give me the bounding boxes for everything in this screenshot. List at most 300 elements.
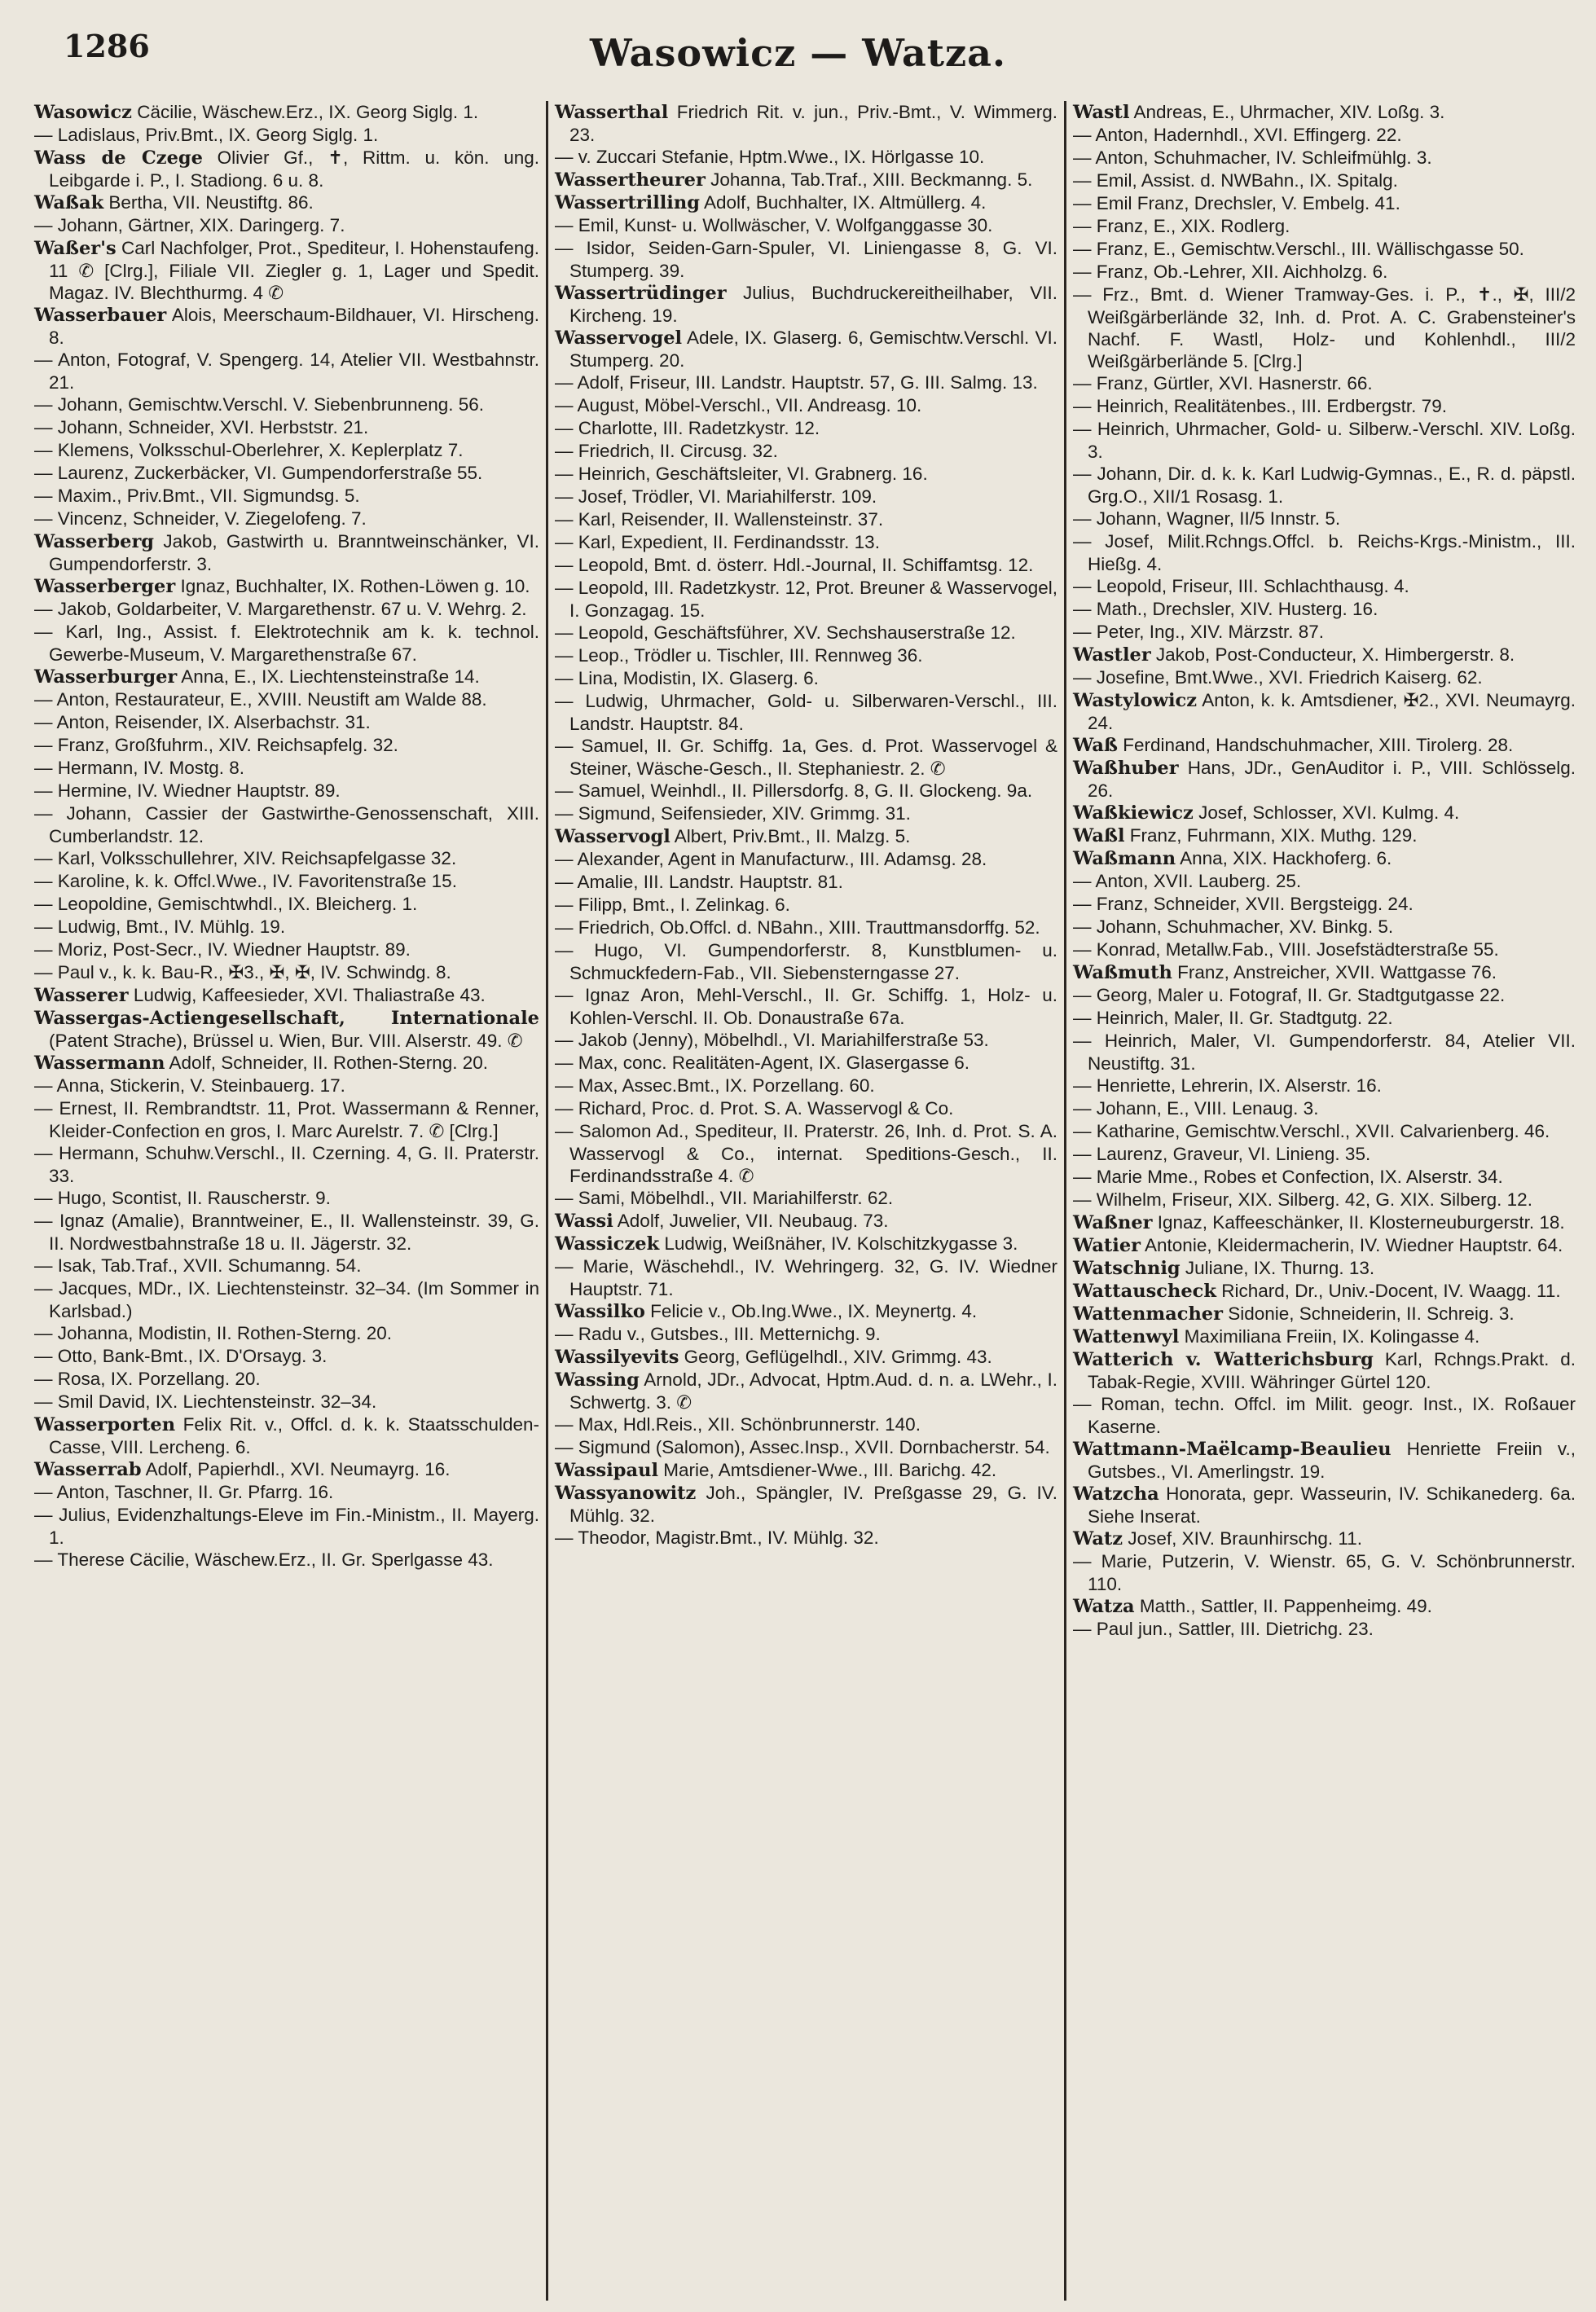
entry-surname: Wasserberg (34, 531, 155, 552)
directory-entry (1073, 215, 1576, 238)
directory-entry (555, 1120, 1057, 1187)
entry-surname: Wasowicz (34, 102, 132, 123)
directory-entry (555, 1459, 1057, 1482)
entry-details: Friedrich Rit. v. jun., Priv.-Bmt., V. Wimmerg. 23. (569, 102, 1057, 145)
directory-entry (555, 848, 1057, 871)
entry-details: — Heinrich, Realitätenbes., III. Erdbergstr. 79. (1073, 396, 1447, 416)
directory-entry (555, 939, 1057, 984)
entry-surname: Wassiczek (555, 1233, 660, 1255)
entry-details: Georg, Geflügelhdl., XIV. Grimmg. 43. (679, 1347, 992, 1367)
page-title: Wasowicz — Watza. (590, 31, 1006, 75)
directory-entry (1073, 575, 1576, 598)
entry-details: — Radu v., Gutsbes., III. Metternichg. 9. (555, 1324, 881, 1344)
directory-entry (34, 349, 539, 393)
entry-details: — Emil Franz, Drechsler, V. Embelg. 41. (1073, 193, 1400, 213)
entry-details: Felix Rit. v., Offcl. d. k. k. Staatsschulden-Casse, VIII. Lercheng. 6. (49, 1414, 539, 1457)
entry-details: Antonie, Kleidermacherin, IV. Wiedner Hauptstr. 64. (1141, 1235, 1563, 1255)
entry-details: — Henriette, Lehrerin, IX. Alserstr. 16. (1073, 1075, 1382, 1096)
directory-entry (555, 1233, 1057, 1255)
directory-entry (34, 893, 539, 916)
directory-entry (555, 1255, 1057, 1300)
entry-details: — Amalie, III. Landstr. Hauptstr. 81. (555, 872, 843, 892)
entry-surname: Wassing (555, 1369, 640, 1391)
entry-details: — Leopold, III. Radetzkystr. 12, Prot. Breuner & Wasservogel, I. Gonzagag. 15. (555, 578, 1057, 621)
entry-details: — Heinrich, Geschäftsleiter, VI. Grabnerg. 16. (555, 464, 928, 484)
entry-surname: Wattenwyl (1073, 1326, 1180, 1347)
directory-entry (555, 371, 1057, 394)
directory-entry (34, 1052, 539, 1075)
directory-entry (34, 416, 539, 439)
entry-details: — Marie Mme., Robes et Confection, IX. Alserstr. 34. (1073, 1167, 1503, 1187)
directory-entry (1073, 1143, 1576, 1166)
directory-entry (34, 1549, 539, 1571)
entry-details: — Richard, Proc. d. Prot. S. A. Wasservogl & Co. (555, 1098, 954, 1119)
directory-entry (1073, 1166, 1576, 1189)
entry-details: Joh., Spängler, IV. Preßgasse 29, G. IV. Mühlg. 32. (569, 1483, 1057, 1526)
entry-details: — Karl, Reisender, II. Wallensteinstr. 37. (555, 509, 884, 530)
entry-details: — Franz, Großfuhrm., XIV. Reichsapfelg. 32. (34, 735, 398, 755)
entry-details: Josef, Schlosser, XVI. Kulmg. 4. (1193, 802, 1460, 823)
directory-entry (555, 1052, 1057, 1075)
directory-entry (555, 577, 1057, 622)
directory-entry (555, 463, 1057, 486)
directory-entry (1073, 1595, 1576, 1618)
entry-details: Julius, Buchdruckereitheilhaber, VII. Kircheng. 19. (569, 283, 1057, 326)
entry-details: (Patent Strache), Brüssel u. Wien, Bur. VIII. Alserstr. 49. ✆ (49, 1031, 523, 1051)
entry-surname: Watzcha (1073, 1483, 1159, 1505)
directory-entry (1073, 395, 1576, 418)
directory-entry (34, 237, 539, 304)
directory-entry (34, 191, 539, 214)
directory-entry (1073, 870, 1576, 893)
entry-details: — Anton, Schuhmacher, IV. Schleifmühlg. 3. (1073, 147, 1432, 168)
entry-surname: Wastl (1073, 102, 1130, 123)
entry-surname: Waßhuber (1073, 758, 1179, 779)
directory-entry (1073, 284, 1576, 372)
directory-entry (1073, 847, 1576, 870)
directory-entry (1073, 418, 1576, 463)
entry-surname: Wasserthal (555, 102, 669, 123)
entry-surname: Wassilyevits (555, 1347, 679, 1368)
directory-entry (555, 916, 1057, 939)
directory-entry (34, 688, 539, 711)
entry-details: — Max, Hdl.Reis., XII. Schönbrunnerstr. 140. (555, 1414, 921, 1435)
entry-details: — Josef, Milit.Rchngs.Offcl. b. Reichs-Krgs.-Ministm., III. Hießg. 4. (1073, 531, 1576, 574)
entry-details: Adolf, Schneider, II. Rothen-Sterng. 20. (165, 1053, 488, 1073)
entry-details: — Peter, Ing., XIV. Märzstr. 87. (1073, 622, 1325, 642)
entry-details: Cäcilie, Wäschew.Erz., IX. Georg Siglg. 1. (131, 102, 479, 122)
entry-details: — Heinrich, Maler, II. Gr. Stadtgutg. 22. (1073, 1008, 1393, 1028)
column-2 (546, 101, 1064, 2301)
entry-details: — Julius, Evidenzhaltungs-Eleve im Fin.-Ministm., II. Mayerg. 1. (34, 1505, 539, 1548)
directory-entry (34, 621, 539, 666)
directory-entry (555, 735, 1057, 780)
entry-surname: Wass de Czege (34, 147, 203, 169)
entry-details: — Heinrich, Uhrmacher, Gold- u. Silberw.-Verschl. XIV. Loßg. 3. (1073, 419, 1576, 462)
directory-entry (555, 984, 1057, 1029)
entry-details: — Samuel, Weinhdl., II. Pillersdorfg. 8, G. II. Glockeng. 9a. (555, 780, 1033, 801)
directory-entry (34, 711, 539, 734)
directory-entry (1073, 1303, 1576, 1325)
directory-entry (34, 124, 539, 147)
entry-surname: Wattenmacher (1073, 1303, 1223, 1325)
entry-surname: Waßak (34, 192, 104, 213)
entry-details: — Roman, techn. Offcl. im Milit. geogr. Inst., IX. Roßauer Kaserne. (1073, 1394, 1576, 1437)
entry-details: — Otto, Bank-Bmt., IX. D'Orsayg. 3. (34, 1346, 328, 1366)
directory-entry (1073, 372, 1576, 395)
directory-entry (1073, 916, 1576, 938)
entry-details: — Ladislaus, Priv.Bmt., IX. Georg Siglg. 1. (34, 125, 379, 145)
entry-details: Albert, Priv.Bmt., II. Malzg. 5. (670, 826, 911, 846)
entry-surname: Wassipaul (555, 1460, 658, 1481)
entry-details: — Franz, Ob.-Lehrer, XII. Aichholzg. 6. (1073, 262, 1388, 282)
directory-entry (1073, 101, 1576, 124)
directory-entry (555, 894, 1057, 916)
directory-entry (34, 984, 539, 1007)
entry-details: — Marie, Wäschehdl., IV. Wehringerg. 32, G. IV. Wiedner Hauptstr. 71. (555, 1256, 1057, 1299)
page-header (0, 0, 1596, 96)
entry-details: Richard, Dr., Univ.-Docent, IV. Waagg. 11. (1216, 1281, 1561, 1301)
entry-surname: Wattmann-Maëlcamp-Beaulieu (1073, 1439, 1392, 1460)
directory-entry (555, 169, 1057, 191)
directory-entry (1073, 1527, 1576, 1550)
entry-details: — Leopold, Geschäftsführer, XV. Sechshauserstraße 12. (555, 622, 1016, 643)
directory-entry (1073, 1234, 1576, 1257)
directory-entry (555, 644, 1057, 667)
entry-surname: Waßmuth (1073, 962, 1172, 983)
directory-entry (1073, 1550, 1576, 1595)
entry-details: — Moriz, Post-Secr., IV. Wiedner Hauptstr. 89. (34, 939, 411, 960)
entry-details: — Anton, Reisender, IX. Alserbachstr. 31. (34, 712, 371, 732)
directory-entry (34, 780, 539, 802)
entry-details: Bertha, VII. Neustiftg. 86. (103, 192, 314, 213)
entry-surname: Wassertheurer (555, 169, 706, 191)
entry-details: — Charlotte, III. Radetzkystr. 12. (555, 418, 820, 438)
directory-columns (28, 101, 1582, 2301)
entry-details: — Johann, Gärtner, XIX. Daringerg. 7. (34, 215, 345, 235)
entry-details: — Filipp, Bmt., I. Zelinkag. 6. (555, 894, 790, 915)
entry-surname: Waßl (1073, 825, 1125, 846)
directory-entry (1073, 463, 1576, 508)
entry-surname: Wasserburger (34, 666, 178, 688)
entry-details: Ferdinand, Handschuhmacher, XIII. Tirolerg. 28. (1118, 735, 1514, 755)
entry-details: — Sigmund (Salomon), Assec.Insp., XVII. Dornbacherstr. 54. (555, 1437, 1050, 1457)
entry-surname: Wassi (555, 1211, 613, 1232)
directory-entry (1073, 1030, 1576, 1075)
directory-entry (555, 1187, 1057, 1210)
entry-details: — Karoline, k. k. Offcl.Wwe., IV. Favoritenstraße 15. (34, 871, 457, 891)
entry-details: — Johann, E., VIII. Lenaug. 3. (1073, 1098, 1319, 1119)
entry-details: — Jacques, MDr., IX. Liechtensteinstr. 32–34. (Im Sommer in Karlsbad.) (34, 1278, 539, 1321)
entry-surname: Wasserer (34, 985, 129, 1006)
entry-surname: Wattauscheck (1073, 1281, 1216, 1302)
entry-details: — Vincenz, Schneider, V. Ziegelofeng. 7. (34, 508, 367, 529)
directory-entry (555, 1413, 1057, 1436)
entry-details: — Johanna, Modistin, II. Rothen-Sterng. 20. (34, 1323, 392, 1343)
directory-entry (1073, 824, 1576, 847)
directory-entry (555, 1482, 1057, 1527)
entry-details: — Franz, E., XIX. Rodlerg. (1073, 216, 1290, 236)
directory-entry (1073, 147, 1576, 169)
entry-details: — Karl, Ing., Assist. f. Elektrotechnik am k. k. technol. Gewerbe-Museum, V. Margarethenstraße 67. (34, 622, 539, 665)
directory-entry (555, 214, 1057, 237)
entry-details: — Lina, Modistin, IX. Glaserg. 6. (555, 668, 819, 688)
entry-details: Arnold, JDr., Advocat, Hptm.Aud. d. n. a. LWehr., I. Schwertg. 3. ✆ (569, 1369, 1057, 1413)
entry-details: Ignaz, Buchhalter, IX. Rothen-Löwen g. 10. (175, 576, 530, 596)
entry-details: — Jakob, Goldarbeiter, V. Margarethenstr. 67 u. V. Wehrg. 2. (34, 599, 527, 619)
entry-details: Franz, Anstreicher, XVII. Wattgasse 76. (1172, 962, 1497, 982)
directory-entry (34, 961, 539, 984)
entry-surname: Wasserporten (34, 1414, 176, 1435)
entry-details: Anton, k. k. Amtsdiener, ✠2., XVI. Neumayrg. 24. (1088, 690, 1576, 733)
entry-details: — Jakob (Jenny), Möbelhdl., VI. Mariahilferstraße 53. (555, 1030, 989, 1050)
entry-details: — Anton, Restaurateur, E., XVIII. Neustift am Walde 88. (34, 689, 487, 710)
directory-entry (1073, 1348, 1576, 1393)
entry-details: — Anna, Stickerin, V. Steinbauerg. 17. (34, 1075, 345, 1096)
entry-details: Juliane, IX. Thurng. 13. (1180, 1258, 1375, 1278)
directory-entry (1073, 802, 1576, 824)
directory-entry (555, 282, 1057, 327)
directory-entry (34, 734, 539, 757)
directory-entry (1073, 1438, 1576, 1483)
directory-entry (34, 393, 539, 416)
directory-entry (1073, 508, 1576, 530)
entry-details: — v. Zuccari Stefanie, Hptm.Wwe., IX. Hörlgasse 10. (555, 147, 985, 167)
entry-details: — Hermann, Schuhw.Verschl., II. Czerning. 4, G. II. Praterstr. 33. (34, 1143, 539, 1186)
directory-entry (555, 417, 1057, 440)
entry-details: — Anton, Hadernhdl., XVI. Effingerg. 22. (1073, 125, 1402, 145)
directory-entry (555, 802, 1057, 825)
directory-entry (555, 667, 1057, 690)
directory-entry (34, 1210, 539, 1255)
entry-details: — Konrad, Metallw.Fab., VIII. Josefstädterstraße 55. (1073, 939, 1499, 960)
directory-entry (34, 1368, 539, 1391)
directory-entry (1073, 893, 1576, 916)
directory-entry (34, 666, 539, 688)
directory-entry (555, 871, 1057, 894)
entry-surname: Watza (1073, 1596, 1135, 1617)
entry-details: — Franz, Schneider, XVII. Bergsteigg. 24. (1073, 894, 1414, 914)
entry-surname: Watz (1073, 1528, 1123, 1549)
directory-entry (555, 1097, 1057, 1120)
directory-entry (34, 147, 539, 191)
entry-surname: Waßkiewicz (1073, 802, 1194, 824)
entry-details: — Anton, Fotograf, V. Spengerg. 14, Atelier VII. Westbahnstr. 21. (34, 349, 539, 393)
entry-details: — Hugo, VI. Gumpendorferstr. 8, Kunstblumen- u. Schmuckfedern-Fab., VII. Siebensterngasse 27. (555, 940, 1057, 983)
directory-entry (555, 825, 1057, 848)
directory-entry (1073, 734, 1576, 757)
entry-details: Ludwig, Kaffeesieder, XVI. Thaliastraße 43. (128, 985, 486, 1005)
directory-entry (34, 1075, 539, 1097)
entry-details: — Josef, Trödler, VI. Mariahilferstr. 109. (555, 486, 877, 507)
directory-entry (1073, 530, 1576, 575)
entry-details: Jakob, Post-Conducteur, X. Himbergerstr. 8. (1150, 644, 1515, 665)
entry-surname: Wassilko (555, 1301, 645, 1322)
directory-entry (555, 690, 1057, 735)
directory-entry (1073, 961, 1576, 984)
entry-details: Karl, Rchngs.Prakt. d. Tabak-Regie, XVIII. Währinger Gürtel 120. (1088, 1349, 1576, 1392)
entry-details: — Paul v., k. k. Bau-R., ✠3., ✠, ✠, IV. Schwindg. 8. (34, 962, 451, 982)
entry-details: Sidonie, Schneiderin, II. Schreig. 3. (1222, 1303, 1515, 1324)
directory-entry (555, 1029, 1057, 1052)
directory-entry (1073, 1257, 1576, 1280)
entry-details: — Georg, Maler u. Fotograf, II. Gr. Stadtgutgasse 22. (1073, 985, 1506, 1005)
directory-entry (34, 439, 539, 462)
entry-surname: Wassermann (34, 1053, 165, 1074)
directory-entry (1073, 621, 1576, 644)
directory-entry (1073, 192, 1576, 215)
entry-details: — Samuel, II. Gr. Schiffg. 1a, Ges. d. Prot. Wasservogel & Steiner, Wäsche-Gesch., II. Stephaniestr. 2. ✆ (555, 736, 1057, 779)
entry-details: Ludwig, Weißnäher, IV. Kolschitzkygasse 3. (659, 1233, 1018, 1254)
entry-details: — Leopold, Bmt. d. österr. Hdl.-Journal, II. Schiffamtsg. 12. (555, 555, 1034, 575)
directory-entry (555, 554, 1057, 577)
entry-details: — Sami, Möbelhdl., VII. Mariahilferstr. 62. (555, 1188, 894, 1208)
entry-details: — Marie, Putzerin, V. Wienstr. 65, G. V. Schönbrunnerstr. 110. (1073, 1551, 1576, 1594)
entry-details: — Franz, Gürtler, XVI. Hasnerstr. 66. (1073, 373, 1373, 393)
directory-entry (555, 622, 1057, 644)
entry-details: — Frz., Bmt. d. Wiener Tramway-Ges. i. P., ✝., ✠, III/2 Weißgärberlände 32, Inh. d. Prot. A. C. Grabensteiner's Nachf. F. Wastl, Holz- und Kohlenhdl., III/2 Weißgärberlände 5. [Clrg.] (1073, 284, 1576, 371)
directory-entry (34, 757, 539, 780)
entry-details: Honorata, gepr. Wasseurin, IV. Schikanederg. 6a. Siehe Inserat. (1088, 1483, 1576, 1527)
directory-entry (34, 598, 539, 621)
directory-entry (1073, 644, 1576, 666)
entry-details: Franz, Fuhrmann, XIX. Muthg. 129. (1124, 825, 1418, 846)
entry-details: — Hugo, Scontist, II. Rauscherstr. 9. (34, 1188, 331, 1208)
entry-details: — Ernest, II. Rembrandtstr. 11, Prot. Wassermann & Renner, Kleider-Confection en gros, I. Marc Aurelstr. 7. ✆ [Clrg.] (34, 1098, 539, 1141)
directory-entry (34, 1097, 539, 1142)
directory-entry (34, 938, 539, 961)
entry-details: — Laurenz, Zuckerbäcker, VI. Gumpendorferstraße 55. (34, 463, 483, 483)
entry-surname: Wastylowicz (1073, 690, 1197, 711)
entry-details: — Sigmund, Seifensieder, XIV. Grimmg. 31. (555, 803, 911, 824)
entry-details: — Katharine, Gemischtw.Verschl., XVII. Calvarienberg. 46. (1073, 1121, 1550, 1141)
column-1 (28, 101, 546, 2301)
entry-details: — Karl, Volksschullehrer, XIV. Reichsapfelgasse 32. (34, 848, 457, 868)
directory-entry (1073, 169, 1576, 192)
entry-details: — Adolf, Friseur, III. Landstr. Hauptstr. 57, G. III. Salmg. 13. (555, 372, 1038, 393)
directory-entry (34, 214, 539, 237)
entry-details: — Smil David, IX. Liechtensteinstr. 32–34. (34, 1391, 377, 1412)
entry-details: — Ludwig, Bmt., IV. Mühlg. 19. (34, 916, 286, 937)
directory-entry (34, 847, 539, 870)
entry-details: — Ludwig, Uhrmacher, Gold- u. Silberwaren-Verschl., III. Landstr. Hauptstr. 84. (555, 691, 1057, 734)
entry-details: — Ignaz (Amalie), Branntweiner, E., II. Wallensteinstr. 39, G. II. Nordwestbahnstraße 18 u. II. Jägerstr. 32. (34, 1211, 539, 1254)
entry-details: — Therese Cäcilie, Wäschew.Erz., II. Gr. Sperlgasse 43. (34, 1549, 494, 1570)
entry-surname: Wasserrab (34, 1459, 142, 1480)
directory-entry (34, 462, 539, 485)
entry-details: Adele, IX. Glaserg. 6, Gemischtw.Verschl. VI. Stumperg. 20. (569, 327, 1057, 371)
entry-details: — Anton, Taschner, II. Gr. Pfarrg. 16. (34, 1482, 334, 1502)
entry-surname: Waß (1073, 735, 1118, 756)
directory-entry (1073, 261, 1576, 284)
entry-details: Adolf, Juwelier, VII. Neubaug. 73. (613, 1211, 889, 1231)
entry-details: Adolf, Buchhalter, IX. Altmüllerg. 4. (699, 192, 987, 213)
entry-details: — Salomon Ad., Spediteur, II. Praterstr. 26, Inh. d. Prot. S. A. Wasservogl & Co., internat. Speditions-Gesch., II. Ferdinandsstraße 4. ✆ (555, 1121, 1057, 1186)
directory-entry (1073, 1189, 1576, 1211)
directory-entry (555, 486, 1057, 508)
directory-entry (555, 1346, 1057, 1369)
entry-details: — Klemens, Volksschul-Oberlehrer, X. Keplerplatz 7. (34, 440, 464, 460)
entry-details: Josef, XIV. Braunhirschg. 11. (1123, 1528, 1362, 1549)
entry-details: — Isidor, Seiden-Garn-Spuler, VI. Liniengasse 8, G. VI. Stumperg. 39. (555, 238, 1057, 281)
entry-details: — Leop., Trödler u. Tischler, III. Rennweg 36. (555, 645, 923, 666)
directory-entry (1073, 1280, 1576, 1303)
directory-entry (555, 1300, 1057, 1323)
directory-entry (555, 508, 1057, 531)
entry-details: — Johann, Schneider, XVI. Herbststr. 21. (34, 417, 369, 437)
directory-entry (34, 1458, 539, 1481)
directory-entry (1073, 1211, 1576, 1234)
directory-entry (34, 1481, 539, 1504)
entry-details: Henriette Freiin v., Gutsbes., VI. Amerlingstr. 19. (1088, 1439, 1576, 1482)
directory-entry (34, 1345, 539, 1368)
entry-surname: Wastler (1073, 644, 1151, 666)
directory-entry (34, 575, 539, 598)
entry-details: Marie, Amtsdiener-Wwe., III. Barichg. 42. (658, 1460, 997, 1480)
entry-details: — Isak, Tab.Traf., XVII. Schumanng. 54. (34, 1255, 362, 1276)
entry-details: Olivier Gf., ✝, Rittm. u. kön. ung. Leibgarde i. P., I. Stadiong. 6 u. 8. (49, 147, 539, 191)
entry-details: Carl Nachfolger, Prot., Spediteur, I. Hohenstaufeng. 11 ✆ [Clrg.], Filiale VII. Ziegler g. 1, Lager und Spedit. Magaz. IV. Blechthurmg. 4 ✆ (49, 238, 539, 303)
directory-entry (1073, 689, 1576, 734)
entry-details: Hans, JDr., GenAuditor i. P., VIII. Schlösselg. 26. (1088, 758, 1576, 801)
entry-surname: Watier (1073, 1235, 1141, 1256)
entry-surname: Wasserbauer (34, 305, 167, 326)
entry-surname: Wassertrüdinger (555, 283, 727, 304)
entry-details: — Hermann, IV. Mostg. 8. (34, 758, 245, 778)
entry-surname: Wassertrilling (555, 192, 700, 213)
entry-details: — Friedrich, Ob.Offcl. d. NBahn., XIII. Trauttmansdorffg. 52. (555, 917, 1040, 938)
directory-entry (1073, 757, 1576, 802)
directory-entry (34, 916, 539, 938)
directory-entry (1073, 1483, 1576, 1527)
directory-entry (555, 146, 1057, 169)
directory-entry (34, 1142, 539, 1187)
directory-entry (34, 304, 539, 349)
directory-entry (1073, 238, 1576, 261)
directory-entry (34, 101, 539, 124)
directory-entry (1073, 1075, 1576, 1097)
directory-entry (555, 1369, 1057, 1413)
directory-entry (555, 1210, 1057, 1233)
entry-surname: Watterich v. Watterichsburg (1073, 1349, 1374, 1370)
entry-details: — Max, conc. Realitäten-Agent, IX. Glasergasse 6. (555, 1053, 969, 1073)
directory-entry (555, 440, 1057, 463)
directory-entry (1073, 1325, 1576, 1348)
entry-details: — Heinrich, Maler, VI. Gumpendorferstr. 84, Atelier VII. Neustiftg. 31. (1073, 1031, 1576, 1074)
directory-entry (1073, 984, 1576, 1007)
directory-entry (555, 531, 1057, 554)
entry-surname: Waßer's (34, 238, 117, 259)
entry-details: Johanna, Tab.Traf., XIII. Beckmanng. 5. (705, 169, 1033, 190)
directory-entry (34, 1413, 539, 1458)
entry-details: — Alexander, Agent in Manufacturw., III. Adamsg. 28. (555, 849, 987, 869)
directory-entry (1073, 1007, 1576, 1030)
directory-entry (34, 1391, 539, 1413)
entry-details: — Johann, Dir. d. k. k. Karl Ludwig-Gymnas., E., R. d. päpstl. Grg.O., XII/1 Rosasg. 1. (1073, 464, 1576, 507)
entry-details: Maximiliana Freiin, IX. Kolingasse 4. (1179, 1326, 1480, 1347)
entry-surname: Wasserberger (34, 576, 176, 597)
entry-details: — Hermine, IV. Wiedner Hauptstr. 89. (34, 780, 341, 801)
directory-entry (1073, 1618, 1576, 1641)
entry-details: Andreas, E., Uhrmacher, XIV. Loßg. 3. (1129, 102, 1445, 122)
directory-entry (34, 802, 539, 847)
directory-entry (34, 1007, 539, 1052)
entry-details: — Johann, Wagner, II/5 Innstr. 5. (1073, 508, 1341, 529)
entry-details: — Leopold, Friseur, III. Schlachthausg. 4. (1073, 576, 1409, 596)
entry-details: — Friedrich, II. Circusg. 32. (555, 441, 778, 461)
entry-details: — Anton, XVII. Lauberg. 25. (1073, 871, 1302, 891)
entry-details: Jakob, Gastwirth u. Branntweinschänker, VI. Gumpendorferstr. 3. (49, 531, 539, 574)
